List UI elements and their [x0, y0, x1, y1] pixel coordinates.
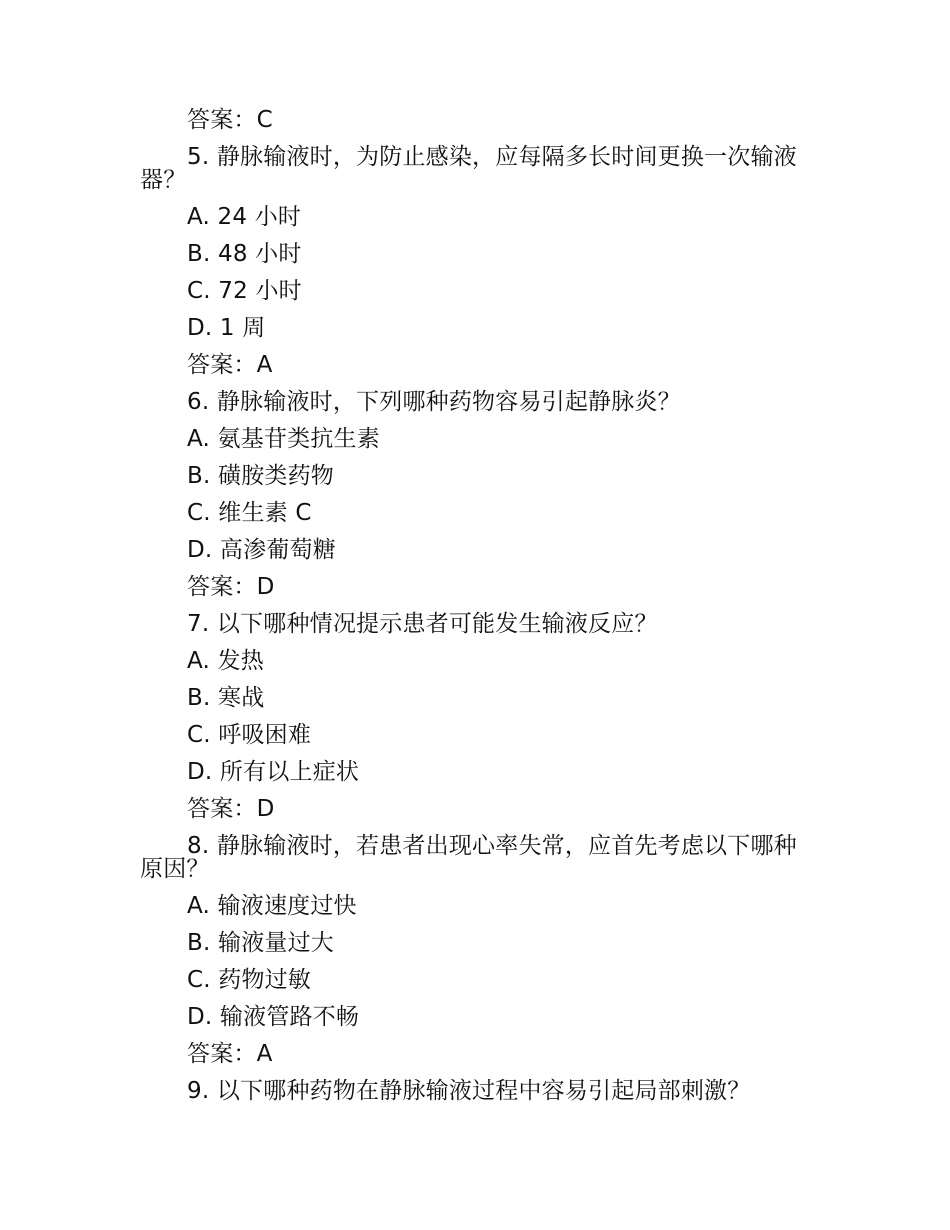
option-line: A. 24 小时 — [187, 204, 302, 230]
answer-line: 答案：A — [187, 352, 273, 378]
question-9: 9. 以下哪种药物在静脉输液过程中容易引起局部刺激？ — [187, 1078, 751, 1104]
option-line: D. 1 周 — [187, 315, 266, 341]
option-line: B. 磺胺类药物 — [187, 463, 335, 489]
option-line: D. 输液管路不畅 — [187, 1004, 360, 1030]
option-line: C. 72 小时 — [187, 278, 302, 304]
question-5: 5. 静脉输液时，为防止感染，应每隔多长时间更换一次输液器？ — [140, 144, 797, 193]
question-6: 6. 静脉输液时，下列哪种药物容易引起静脉炎？ — [187, 389, 681, 415]
question-8: 8. 静脉输液时，若患者出现心率失常，应首先考虑以下哪种原因？ — [140, 833, 797, 882]
option-line: A. 发热 — [187, 648, 264, 674]
option-line: B. 寒战 — [187, 685, 265, 711]
option-line: B. 48 小时 — [187, 241, 302, 267]
option-line: C. 呼吸困难 — [187, 722, 312, 748]
answer-line: 答案：D — [187, 796, 275, 822]
option-line: A. 输液速度过快 — [187, 893, 357, 919]
option-line: B. 输液量过大 — [187, 930, 335, 956]
option-line: D. 所有以上症状 — [187, 759, 360, 785]
question-7: 7. 以下哪种情况提示患者可能发生输液反应？ — [187, 611, 658, 637]
answer-line: 答案：D — [187, 574, 275, 600]
document-body — [140, 102, 830, 1110]
option-line: D. 高渗葡萄糖 — [187, 537, 336, 563]
option-line: C. 维生素 C — [187, 500, 312, 526]
answer-line: 答案：A — [187, 1041, 273, 1067]
answer-line: 答案：C — [187, 107, 273, 133]
option-line: C. 药物过敏 — [187, 967, 312, 993]
option-line: A. 氨基苷类抗生素 — [187, 426, 380, 452]
